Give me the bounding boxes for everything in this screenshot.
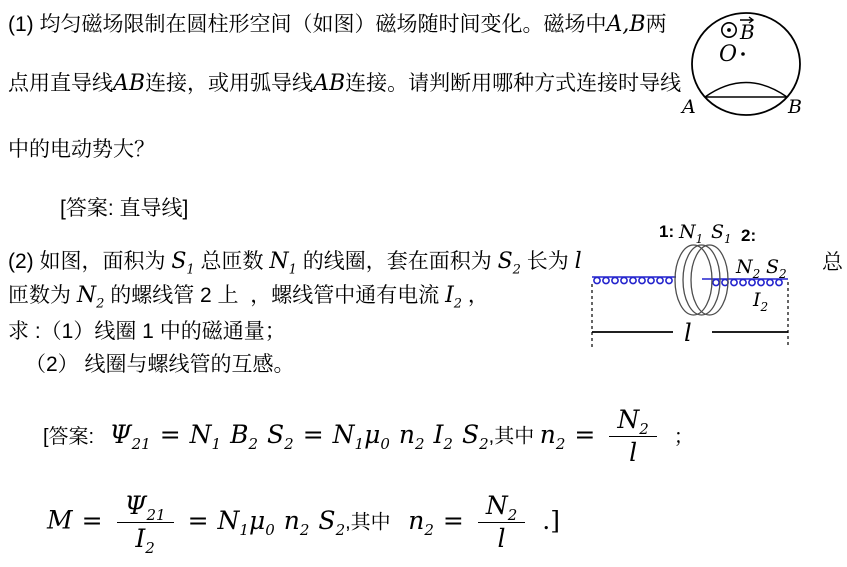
arc-ab: [705, 83, 787, 98]
text-segment: ，: [462, 284, 489, 307]
fraction-denominator: l: [629, 437, 638, 467]
end-punctuation: ；: [673, 425, 694, 448]
math-var-ab: AB: [313, 71, 346, 96]
label-n1: $N_1$: [679, 221, 704, 246]
math-var-l: l: [574, 249, 582, 274]
math-term-n2: $n_2$: [398, 419, 425, 453]
math-term-s2: $S_2$: [461, 419, 489, 453]
center-dot: [741, 52, 745, 56]
math-term-n1: $N_1$: [217, 505, 249, 539]
fraction-psi21-over-i2: [117, 491, 174, 557]
text-segment: 的螺线管 2 上 ，螺线管中通有电流: [104, 284, 446, 307]
field-out-of-page-dot: [727, 28, 731, 32]
label-s1: $S_1$: [711, 221, 732, 246]
math-var-s2: $S_2$: [497, 249, 521, 278]
figure1-field-circle: [660, 5, 847, 123]
equals-sign: =: [442, 505, 464, 535]
text-segment: 长为: [520, 250, 575, 273]
problem1-line1: [8, 12, 667, 37]
label-length-l: l: [684, 319, 692, 347]
text-segment: 求 :（1）线圈 1 中的磁通量；: [8, 320, 286, 343]
math-term-m: M: [47, 505, 73, 535]
point-b-label: B: [788, 96, 802, 118]
math-var-s1: $S_1$: [171, 249, 195, 278]
point-a-label: A: [682, 96, 696, 118]
problem1-line2: [8, 71, 681, 96]
text-where: ,其中: [488, 425, 540, 448]
math-term-n2: $n_2$: [539, 419, 566, 453]
text-segment: (2) 如图，面积为: [8, 250, 172, 273]
label-s2: $S_2$: [766, 256, 787, 281]
problem1-line3: [8, 137, 155, 162]
equals-sign: =: [574, 419, 596, 449]
fraction-numerator: $N_2$: [478, 492, 525, 523]
math-term-i2: $I_2$: [433, 419, 453, 453]
math-term-n2: $n_2$: [283, 505, 310, 539]
math-var-ab: A,B: [606, 12, 646, 37]
fraction-n2-over-l: [609, 406, 656, 466]
equals-sign: =: [159, 419, 181, 449]
center-o-label: O: [719, 42, 738, 67]
b-field-label: B: [740, 20, 755, 44]
fraction-denominator: $I_2$: [135, 523, 155, 557]
problem2-line3: [8, 319, 286, 344]
equals-sign: =: [302, 419, 324, 449]
answer2-formula-line1: [43, 406, 694, 466]
math-var-n2: $N_2$: [76, 283, 105, 312]
coil-number-tag: 1:: [659, 222, 675, 241]
text-segment: (1) 均匀磁场限制在圆柱形空间（如图）磁场随时间变化。磁场中: [8, 13, 607, 36]
text-segment: 两: [645, 13, 667, 36]
answer-text: [答案: 直导线]: [60, 197, 189, 220]
text-segment: 匝数为: [8, 284, 77, 307]
math-var-ab: AB: [113, 71, 146, 96]
problem2-line4: [25, 352, 295, 377]
problem2-line1: [8, 249, 582, 278]
problem2-line1-wrap-char: [822, 250, 843, 275]
coil-ellipses: [675, 245, 728, 315]
math-var-i2: $I_2$: [445, 283, 463, 312]
fraction-denominator: l: [497, 523, 506, 553]
math-var-n1: $N_1$: [269, 249, 297, 278]
math-term-n2: $n_2$: [408, 505, 434, 539]
label-n2: $N_2$: [736, 256, 761, 281]
fraction-numerator: $\Psi_{21}$: [117, 492, 174, 523]
equals-sign: =: [187, 505, 209, 535]
math-term-s2: $S_2$: [318, 505, 346, 539]
answer2-formula-line2: [47, 491, 560, 557]
math-term-psi21: $\Psi_{21}$: [109, 419, 151, 453]
text-where: ,其中: [345, 511, 397, 534]
text-segment: 点用直导线: [8, 72, 113, 95]
math-term-b2: $B_2$: [230, 419, 258, 453]
text-segment: 的线圈，套在面积为: [296, 250, 498, 273]
problem1-answer: [60, 196, 188, 221]
math-term-mu0: $\mu_0$: [248, 505, 275, 539]
fraction-numerator: $N_2$: [609, 406, 656, 437]
text-segment: 总: [822, 251, 843, 274]
end-punctuation: .]: [542, 505, 560, 535]
math-term-n1: $N_1$: [332, 419, 365, 453]
equals-sign: =: [81, 505, 103, 535]
label-i2: $I_2$: [753, 289, 769, 314]
text-segment: 中的电动势大？: [8, 138, 155, 161]
problem2-line2: [8, 283, 489, 312]
math-term-s2: $S_2$: [267, 419, 294, 453]
figure2-solenoid-coil: [585, 218, 800, 351]
fraction-n2-over-l: [478, 492, 525, 552]
text-segment: 连接，或用弧导线: [145, 72, 314, 95]
text-segment: （2） 线圈与螺线管的互感。: [25, 353, 295, 376]
solenoid-number-tag: 2:: [741, 226, 757, 245]
text-segment: 总匝数: [194, 250, 270, 273]
text-segment: 连接。请判断用哪种方式连接时导线: [345, 72, 682, 95]
math-term-mu0: $\mu_0$: [364, 419, 390, 453]
math-term-n1: $N_1$: [189, 419, 222, 453]
answer-open: [答案:: [43, 425, 100, 448]
